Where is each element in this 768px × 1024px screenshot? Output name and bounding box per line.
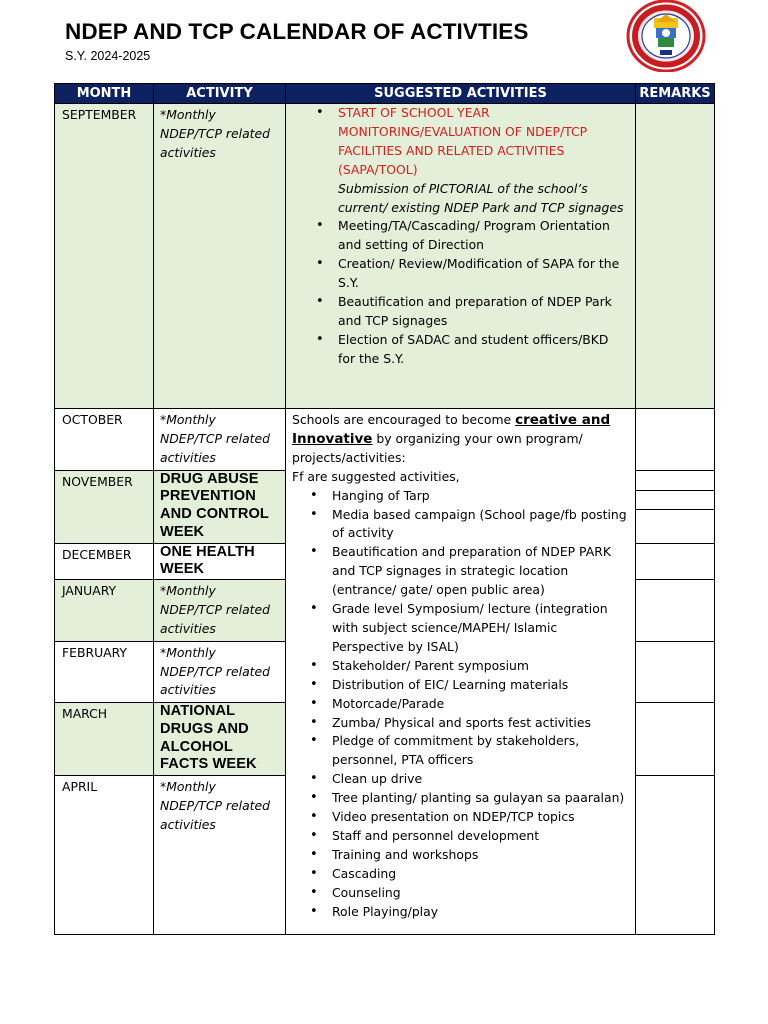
activity-cell-april xyxy=(154,776,286,935)
list-item: • Motorcade/Parade xyxy=(332,695,629,714)
month-label: DECEMBER xyxy=(62,546,132,562)
remarks-divider xyxy=(636,509,714,510)
list-item: • Pledge of commitment by stakeholders, personnel, PTA officers xyxy=(332,732,629,770)
intro-text: Schools are encouraged to become xyxy=(292,412,516,427)
month-cell-january xyxy=(55,579,154,641)
column-header-suggested-activities: SUGGESTED ACTIVITIES xyxy=(286,84,636,104)
list-item: • Distribution of EIC/ Learning materials xyxy=(332,676,629,695)
list-item: • Beautification and preparation of NDEP Park and TCP signages xyxy=(338,293,629,331)
month-label: MARCH xyxy=(62,706,108,722)
month-label: SEPTEMBER xyxy=(62,107,137,122)
pictorial-submission-note: Submission of PICTORIAL of the school’s current/ existing NDEP Park and TCP signages xyxy=(338,180,624,215)
month-label: NOVEMBER xyxy=(62,473,133,489)
list-item: • Hanging of Tarp xyxy=(332,487,629,506)
school-year: S.Y. 2024-2025 xyxy=(65,49,151,63)
activity-label: *Monthly NDEP/TCP related activities xyxy=(160,644,271,698)
remarks-cell-february xyxy=(636,641,715,703)
list-item: • Clean up drive xyxy=(332,770,629,789)
list-item: • Election of SADAC and student officers/BKD for the S.Y. xyxy=(338,331,629,369)
month-label: JANUARY xyxy=(62,582,117,598)
month-label: FEBRUARY xyxy=(62,644,127,660)
month-cell-september xyxy=(55,104,154,409)
list-item: • Beautification and preparation of NDEP PARK and TCP signages in strategic location (entrance/ gate/ open public area) xyxy=(332,543,629,600)
shared-suggested-cell xyxy=(286,409,636,935)
table-header-row xyxy=(55,84,715,104)
activity-label: *Monthly NDEP/TCP related activities xyxy=(160,582,271,636)
school-seal-logo xyxy=(626,0,706,72)
month-cell-november xyxy=(55,470,154,543)
shared-intro-line2: Ff are suggested activities, xyxy=(292,468,460,484)
calendar-table xyxy=(54,83,715,935)
column-header-month: MONTH xyxy=(55,84,154,104)
remarks-cell-november xyxy=(636,470,715,543)
suggested-cell-september xyxy=(286,104,636,409)
document-title: NDEP AND TCP CALENDAR OF ACTIVTIES xyxy=(65,19,529,44)
table-row-september xyxy=(55,104,715,409)
month-cell-april xyxy=(55,776,154,935)
activity-cell-october xyxy=(154,409,286,471)
september-suggested-list xyxy=(292,104,629,369)
list-item: • Counseling xyxy=(332,884,629,903)
remarks-cell-september xyxy=(636,104,715,409)
list-item: • Zumba/ Physical and sports fest activities xyxy=(332,714,629,733)
month-cell-february xyxy=(55,641,154,703)
month-cell-october xyxy=(55,409,154,471)
activity-cell-january xyxy=(154,579,286,641)
activity-label: NATIONAL DRUGS AND ALCOHOL FACTS WEEK xyxy=(160,703,257,773)
column-header-remarks: REMARKS xyxy=(636,84,715,104)
month-cell-december xyxy=(55,543,154,579)
list-item: • Training and workshops xyxy=(332,846,629,865)
month-label: APRIL xyxy=(62,779,98,795)
list-item: • Stakeholder/ Parent symposium xyxy=(332,657,629,676)
remarks-cell-april xyxy=(636,776,715,935)
list-item: • Tree planting/ planting sa gulayan sa paaralan) xyxy=(332,789,629,808)
remarks-cell-december xyxy=(636,543,715,579)
activity-label: *Monthly NDEP/TCP related activities xyxy=(160,107,271,160)
list-item: • Creation/ Review/Modification of SAPA for the S.Y. xyxy=(338,255,629,293)
activity-cell-december xyxy=(154,543,286,579)
shared-intro xyxy=(292,411,629,468)
list-item: • Grade level Symposium/ lecture (integration with subject science/MAPEH/ Islamic Perspective by ISAL) xyxy=(332,600,629,657)
remarks-cell-october xyxy=(636,409,715,471)
activity-label: *Monthly NDEP/TCP related activities xyxy=(160,412,271,465)
list-item: • Media based campaign (School page/fb posting of activity xyxy=(332,506,629,544)
column-header-activity: ACTIVITY xyxy=(154,84,286,104)
activity-label: DRUG ABUSE PREVENTION AND CONTROL WEEK xyxy=(160,470,269,540)
start-of-school-year-item: START OF SCHOOL YEAR MONITORING/EVALUATION OF NDEP/TCP FACILITIES AND RELATED ACTIVITIES (SAPA/TOOL) xyxy=(338,105,588,177)
list-item: • Staff and personnel development xyxy=(332,827,629,846)
activity-cell-march xyxy=(154,703,286,776)
remarks-cell-march xyxy=(636,703,715,776)
remarks-divider xyxy=(636,490,714,491)
list-item: • Cascading xyxy=(332,865,629,884)
activity-label: ONE HEALTH WEEK xyxy=(160,543,255,578)
remarks-cell-january xyxy=(636,579,715,641)
intro-text-end: by organizing your own program/ projects/activities: xyxy=(292,430,583,465)
month-cell-march xyxy=(55,703,154,776)
activity-cell-november xyxy=(154,470,286,543)
month-label: OCTOBER xyxy=(62,412,123,427)
intro-emphasis: creative and Innovative xyxy=(292,412,611,447)
activity-cell-september xyxy=(154,104,286,409)
list-item: • Video presentation on NDEP/TCP topics xyxy=(332,808,629,827)
list-item: • Meeting/TA/Cascading/ Program Orientation and setting of Direction xyxy=(338,217,629,255)
activity-cell-february xyxy=(154,641,286,703)
shared-suggested-list xyxy=(292,487,629,922)
activity-label: *Monthly NDEP/TCP related activities xyxy=(160,779,271,833)
list-item: • Role Playing/play xyxy=(332,903,629,922)
table-row-october xyxy=(55,409,715,471)
list-item xyxy=(338,104,629,217)
